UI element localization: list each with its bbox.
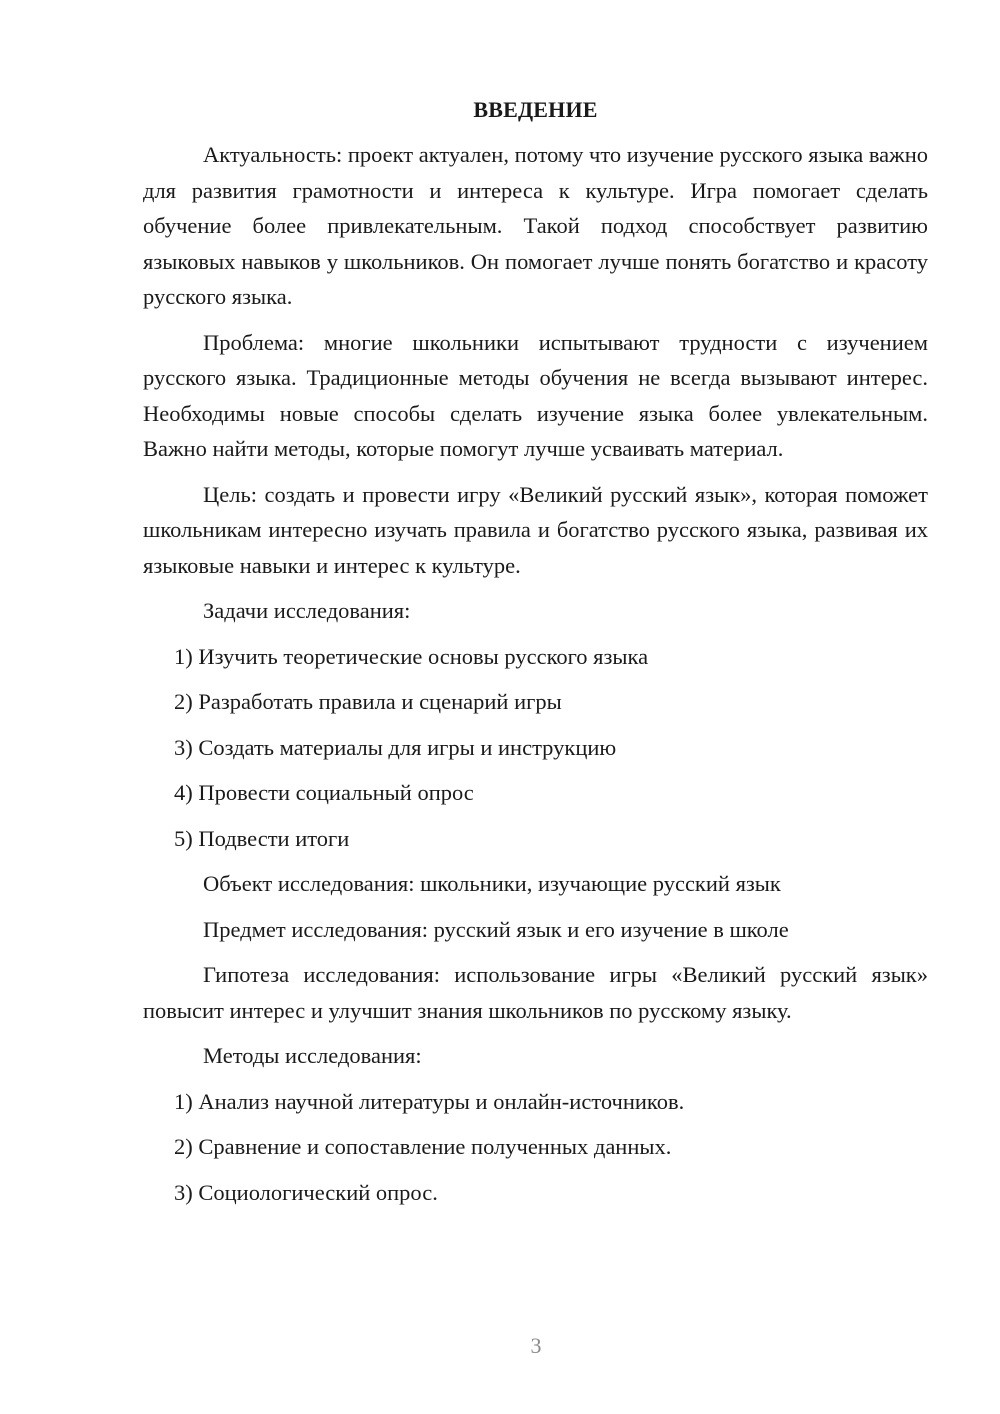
task-item: 3) Создать материалы для игры и инструкцию	[174, 734, 617, 760]
methods-label: Методы исследования:	[203, 1043, 422, 1068]
task-item: 5) Подвести итоги	[174, 825, 350, 851]
hypothesis-paragraph: Гипотеза исследования: использование игры «Великий русский язык» повысит интерес и улучшит знания школьников по русскому языку.	[143, 962, 928, 1023]
task-item: 1) Изучить теоретические основы русского языка	[174, 643, 649, 669]
document-page	[143, 96, 928, 1220]
section-heading: ВВЕДЕНИЕ	[473, 97, 598, 122]
relevance-paragraph: Актуальность: проект актуален, потому что изучение русского языка важно для развития грамотности и интереса к культуре. Игра помогает сделать обучение более привлекательным. Такой подход способствует развитию языковых навыков у школьников. Он помогает лучше понять богатство и красоту русского языка.	[143, 142, 928, 309]
tasks-label: Задачи исследования:	[203, 598, 411, 623]
method-item: 3) Социологический опрос.	[174, 1179, 438, 1205]
method-item: 1) Анализ научной литературы и онлайн-источников.	[174, 1088, 685, 1114]
object-line: Объект исследования: школьники, изучающие русский язык	[203, 871, 781, 896]
task-item: 4) Провести социальный опрос	[174, 780, 474, 805]
goal-paragraph: Цель: создать и провести игру «Великий русский язык», которая поможет школьникам интересно изучать правила и богатство русского языка, развивая их языковые навыки и интерес к культуре.	[143, 481, 928, 578]
problem-paragraph: Проблема: многие школьники испытывают трудности с изучением русского языка. Традиционные методы обучения не всегда вызывают интерес. Необходимы новые способы сделать изучение языка более увлекательным. Важно найти методы, которые помогут лучше усваивать материал.	[143, 329, 928, 461]
task-item: 2) Разработать правила и сценарий игры	[174, 689, 562, 714]
page-number: 3	[530, 1333, 542, 1358]
subject-line: Предмет исследования: русский язык и его изучение в школе	[203, 916, 789, 942]
method-item: 2) Сравнение и сопоставление полученных данных.	[174, 1134, 672, 1159]
